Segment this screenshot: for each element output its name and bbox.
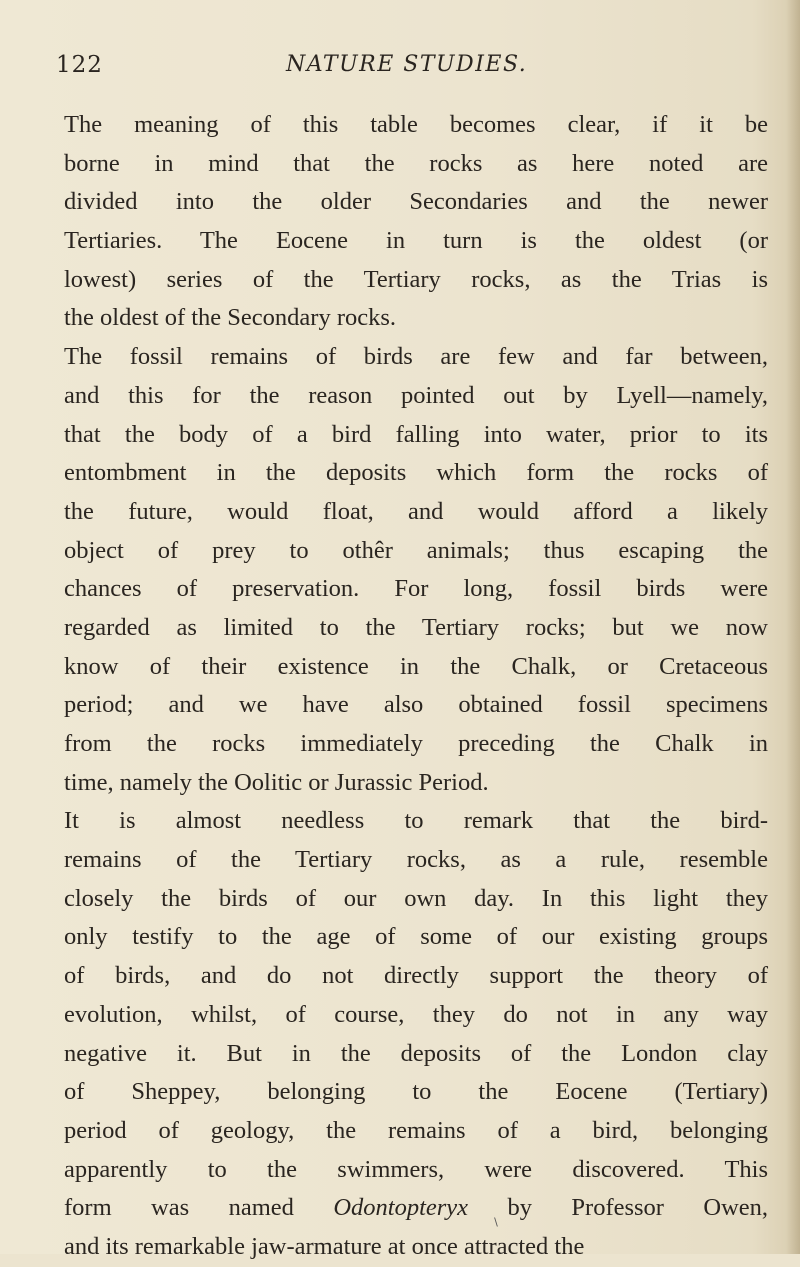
text-segment: by Professor Owen,	[507, 1194, 769, 1222]
text-line: The meaning of this table becomes clear, if it be	[64, 111, 768, 138]
page-header	[56, 52, 756, 86]
text-line: of Sheppey, belonging to the Eocene (Tertiary)	[64, 1078, 768, 1106]
text-line: It is almost needless to remark that the bird-	[64, 807, 768, 835]
text-line: and this for the reason pointed out by Lyell—namely,	[64, 381, 768, 409]
text-line: the oldest of the Secondary rocks.	[64, 304, 397, 332]
text-segment: form was named	[64, 1194, 294, 1222]
text-line: time, namely the Oolitic or Jurassic Period.	[64, 768, 489, 796]
text-line-mixed	[64, 1189, 768, 1228]
text-line: know of their existence in the Chalk, or Cretaceous	[64, 652, 768, 680]
text-line: divided into the older Secondaries and the newer	[64, 188, 768, 216]
text-line: chances of preservation. For long, fossil birds were	[64, 575, 768, 603]
body-text	[64, 106, 768, 1267]
text-line: lowest) series of the Tertiary rocks, as the Trias is	[64, 265, 768, 293]
text-line: period; and we have also obtained fossil specimens	[64, 691, 768, 719]
text-line: The fossil remains of birds are few and far between,	[64, 343, 768, 371]
text-line: object of prey to othêr animals; thus escaping the	[64, 536, 768, 564]
text-line: evolution, whilst, of course, they do not in any way	[64, 1000, 768, 1028]
page-edge-shadow	[786, 0, 800, 1254]
running-head: NATURE STUDIES.	[286, 52, 528, 77]
text-line: Tertiaries. The Eocene in turn is the oldest (or	[64, 227, 768, 255]
text-line: apparently to the swimmers, were discovered. This	[64, 1155, 768, 1183]
text-line: entombment in the deposits which form the rocks of	[64, 459, 768, 487]
page-number: 122	[56, 52, 103, 78]
text-line: that the body of a bird falling into water, prior to its	[64, 420, 768, 448]
text-line: from the rocks immediately preceding the Chalk in	[64, 730, 768, 757]
text-line: remains of the Tertiary rocks, as a rule, resemble	[64, 846, 768, 874]
text-line: negative it. But in the deposits of the London clay	[64, 1039, 768, 1067]
text-line: of birds, and do not directly support the theory of	[64, 962, 768, 990]
text-line: regarded as limited to the Tertiary rocks; but we now	[64, 613, 768, 641]
italic-genus-name: Odontopteryx	[333, 1194, 469, 1222]
text-line: and its remarkable jaw-armature at once attracted the	[64, 1232, 585, 1260]
text-line: closely the birds of our own day. In this light they	[64, 884, 768, 912]
text-line: only testify to the age of some of our existing groups	[64, 923, 768, 951]
text-line: borne in mind that the rocks as here noted are	[64, 149, 768, 177]
text-line: the future, would float, and would afford a likely	[64, 497, 768, 525]
text-line: period of geology, the remains of a bird, belonging	[64, 1116, 768, 1144]
print-speck: ∖	[492, 1216, 500, 1229]
